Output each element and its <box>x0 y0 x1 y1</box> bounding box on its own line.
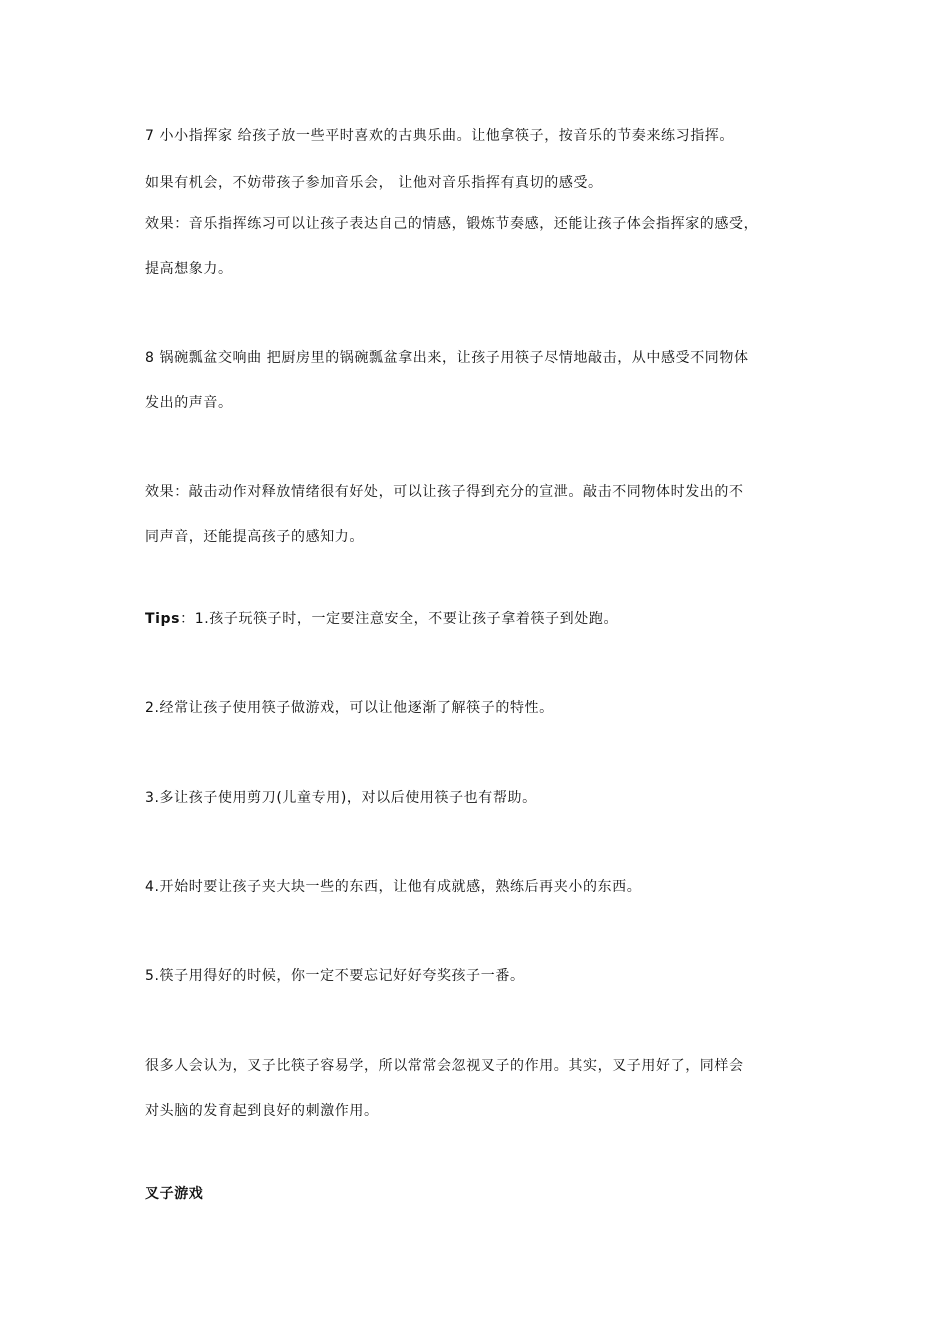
paragraph-8-effect-line-2: 同声音，还能提高孩子的感知力。 <box>145 529 364 545</box>
paragraph-7-line-1: 7 小小指挥家 给孩子放一些平时喜欢的古典乐曲。让他拿筷子，按音乐的节奏来练习指挥。 <box>145 128 735 144</box>
paragraph-8-line-1: 8 锅碗瓢盆交响曲 把厨房里的锅碗瓢盆拿出来，让孩子用筷子尽情地敲击，从中感受不同物体 <box>145 350 749 366</box>
tips-item-2: 2.经常让孩子使用筷子做游戏，可以让他逐渐了解筷子的特性。 <box>145 700 554 716</box>
tips-item-1 <box>145 609 618 629</box>
tips-label: Tips <box>145 611 181 627</box>
tips-item-5: 5.筷子用得好的时候，你一定不要忘记好好夸奖孩子一番。 <box>145 968 525 984</box>
fork-games-heading: 叉子游戏 <box>145 1186 204 1202</box>
tips-item-3: 3.多让孩子使用剪刀(儿童专用)，对以后使用筷子也有帮助。 <box>145 790 537 806</box>
paragraph-7-effect-line-1: 效果：音乐指挥练习可以让孩子表达自己的情感，锻炼节奏感，还能让孩子体会指挥家的感受， <box>145 216 759 232</box>
paragraph-7-line-2: 如果有机会，不妨带孩子参加音乐会， 让他对音乐指挥有真切的感受。 <box>145 175 603 191</box>
tips-item-1-text: ：1.孩子玩筷子时，一定要注意安全，不要让孩子拿着筷子到处跑。 <box>180 611 619 627</box>
tips-item-4: 4.开始时要让孩子夹大块一些的东西，让他有成就感，熟练后再夹小的东西。 <box>145 879 642 895</box>
paragraph-7-effect-line-2: 提高想象力。 <box>145 261 233 277</box>
paragraph-8-effect-line-1: 效果：敲击动作对释放情绪很有好处，可以让孩子得到充分的宣泄。敲击不同物体时发出的不 <box>145 484 744 500</box>
fork-intro-line-1: 很多人会认为，叉子比筷子容易学，所以常常会忽视叉子的作用。其实，叉子用好了，同样会 <box>145 1058 744 1074</box>
fork-intro-line-2: 对头脑的发育起到良好的刺激作用。 <box>145 1103 379 1119</box>
paragraph-8-line-2: 发出的声音。 <box>145 395 233 411</box>
